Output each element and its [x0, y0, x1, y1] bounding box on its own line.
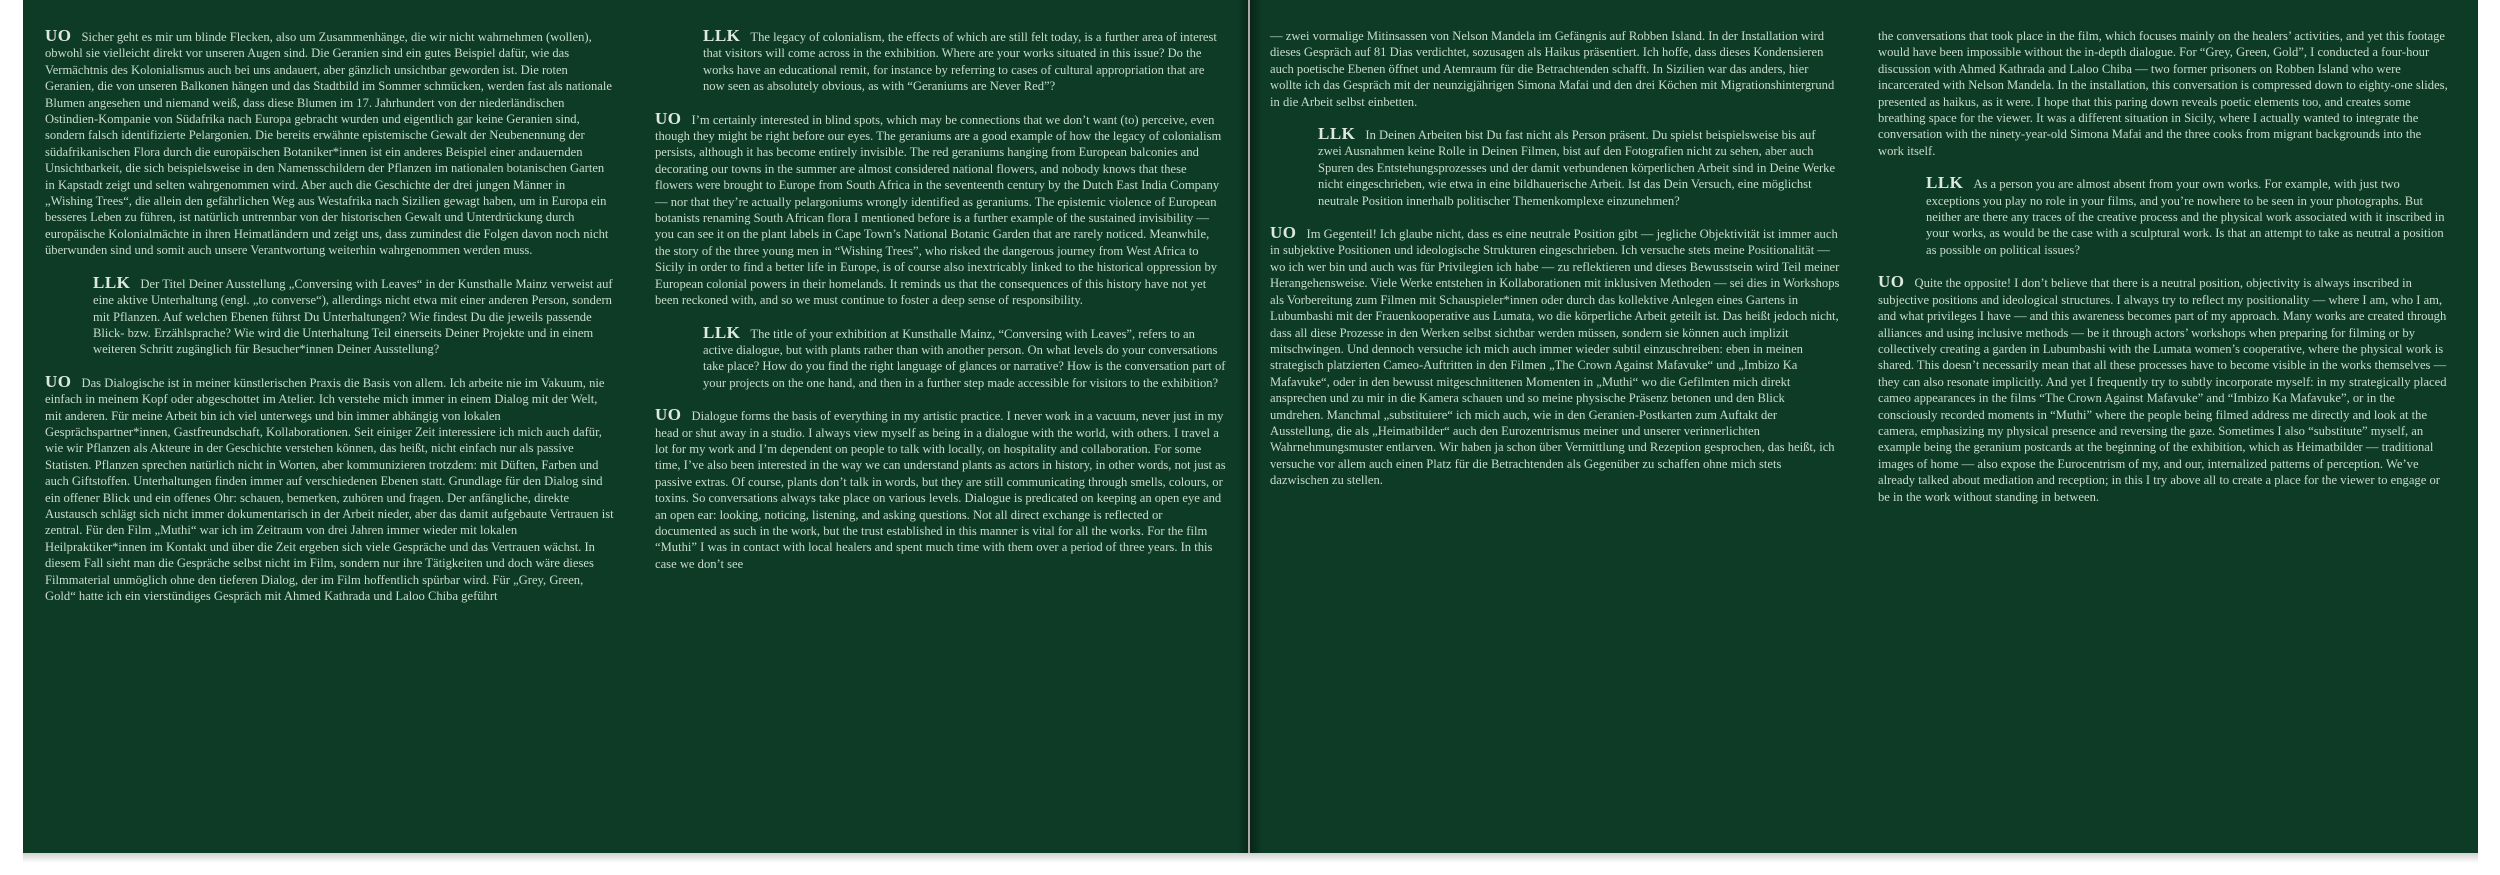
- paragraph-text: the conversations that took place in the film, which focuses mainly on the healers’ activities, and yet this footage would have been impossible without the in-depth dialogue. For “Grey, Green, Gold”, I conducted a four-hour discussion with Ahmed Kathrada and Laloo Chiba — two former prisoners on Robben Island who were incarcerated with Nelson Mandela. In the installation, this conversation is compressed down to eighty-one slides, presented as haikus, as it were. I hope that this paring down reveals poetic elements too, and creates some breathing space for the viewer. It was a different situation in Sicily, where I actually wanted to integrate the conversation with the ninety-year-old Simona Mafai and the three cooks from migrant backgrounds into the work itself.: [1878, 29, 2448, 158]
- paragraph-text: In Deinen Arbeiten bist Du fast nicht als Person präsent. Du spielst beispielsweise bis auf zwei Ausnahmen keine Rolle in Deinen Filmen, bist auf den Fotografien nicht zu sehen, aber auch Spuren des Entstehungsprozesses und der damit verbundenen körperlichen Arbeit sind in Deine Werke nicht eingeschrieben, wie etwa in eine bildhauerische Arbeit. Ist das Dein Versuch, eine möglichst neutrale Position innerhalb politischer Themenkomplexe einzunehmen?: [1318, 128, 1836, 208]
- paragraph-text: — zwei vormalige Mitinsassen von Nelson Mandela im Gefängnis auf Robben Island. In der Installation wird dieses Gespräch auf 81 Dias verdichtet, sozusagen als Haikus präsentiert. Ich hoffe, dass dieses Kondensieren auch poetische Ebenen öffnet und Atemraum für die Betrachtenden schafft. In Sizilien war das anders, hier wollte ich das Gespräch mit der neunzigjährigen Simona Mafai und den drei Köchen mit Migrationshintergrund in die Arbeit selbst einbetten.: [1270, 29, 1835, 109]
- interview-paragraph: [1926, 175, 2450, 258]
- interview-paragraph: [1878, 28, 2450, 159]
- right-column-1: [1270, 28, 1840, 505]
- speaker-initials: UO: [1270, 223, 1297, 243]
- paragraph-text: The legacy of colonialism, the effects of which are still felt today, is a further area of interest that visitors will come across in the exhibition. Where are your works situated in this issue? Do the works have an educational remit, for instance by referring to cases of cultural appropriation that are now seen as absolutely obvious, as with “Geraniums are Never Red”?: [703, 30, 1217, 94]
- paragraph-text: Der Titel Deiner Ausstellung „Conversing with Leaves“ in der Kunsthalle Mainz verweist auf eine aktive Unterhaltung (engl. „to converse“), allerdings nicht etwa mit einer anderen Person, sondern mit Pflanzen. Auf welchen Ebenen führst Du Unterhaltungen? Wie findest Du die jeweils passende Blick- bzw. Erzählsprache? Wie wird die Unterhaltung Teil einerseits Deiner Projekte und in einem weiteren Schritt zugänglich für Besucher*innen Deiner Ausstellung?: [93, 276, 613, 357]
- speaker-initials: LLK: [1318, 124, 1356, 144]
- speaker-initials: LLK: [93, 272, 131, 292]
- interview-paragraph: [1270, 28, 1840, 110]
- paragraph-text: As a person you are almost absent from your own works. For example, with just two exceptions you play no role in your films, and you’re nowhere to be seen in your photographs. But neither are there any traces of the creative process and the physical work associated with it inscribed in your works, as would be the case with a sculptural work. Is that an attempt to take as neutral a position as possible on political issues?: [1926, 177, 2445, 257]
- interview-paragraph: [1878, 274, 2450, 505]
- interview-paragraph: [703, 28, 1227, 95]
- paragraph-text: Im Gegenteil! Ich glaube nicht, dass es eine neutrale Position gibt — jegliche Objektivität ist immer auch in subjektive Positionen und ideologische Strukturen eingeschrieben. Ich versuche stets meine Positionalität — wo ich wer bin und auch was für Privilegien ich habe — zu reflektieren und dieses Bewusstsein wird Teil meiner Herangehensweise. Viele Werke entstehen in Kollaborationen mit inklusiven Methoden — sei dies in Workshops als Vorbereitung zum Filmen mit Schauspieler*innen oder durch das kollektive Anlegen eines Gartens in Lubumbashi mit der Frauenkooperative aus Lumata, wo die körperliche Arbeit geteilt ist. Das heißt jedoch nicht, dass all diese Prozesse in den Werken selbst sichtbar werden müssen, sondern sie können auch implizit mitschwingen. Und dennoch versuche ich mich auch immer wieder subtil einzuschreiben: eben in meinen strategisch platzierten Cameo-Auftritten in den Filmen „The Crown Against Mafavuke“ und „Imbizo Ka Mafavuke“, oder in den bewusst mitgeschnittenen Momenten in „Muthi“ wo die Gefilmten mich direkt ansprechen und zu mir in die Kamera schauen und so meine physische Präsenz betonen und den Blick umdrehen. Manchmal „substituiere“ ich mich auch, wie in den Geranien-Postkarten zum Auftakt der Ausstellung, die als „Heimatbilder“ auch den Eurozentrismus meiner und unserer verinnerlichten Wahrnehmungsmuster entlarven. Wir haben ja schon über Vermittlung und Rezeption gesprochen, das heißt, ich versuche vor allem auch einen Platz für die Betrachtenden als Gegenüber zu schaffen ohne mich stets dazwischen zu stellen.: [1270, 227, 1840, 488]
- left-column-1: [45, 28, 615, 620]
- paragraph-text: Sicher geht es mir um blinde Flecken, also um Zusammenhänge, die wir nicht wahrnehmen (wollen), obwohl sie vielleicht direkt vor unseren Augen sind. Die Geranien sind ein gutes Beispiel dafür, wie das Vermächtnis des Kolonialismus auch bei uns andauert, aber gänzlich unsichtbar geworden ist. Die roten Geranien, die von unseren Balkonen hängen und das Stadtbild im Sommer schmücken, werden fast als nationale Blumen angesehen und niemand weiß, dass diese Blumen im 17. Jahrhundert von der niederländischen Ostindien-Kompanie von Südafrika nach Europa gebracht wurden und eigentlich gar keine Geranien sind, sondern falsch identifizierte Pelargonien. Die bereits erwähnte epistemische Gewalt der Neubenennung der südafrikanischen Flora durch die europäischen Botaniker*innen ist ein anderes Beispiel einer andauernden Unsichtbarkeit, die sich beispielsweise in den Namensschildern der Pflanzen im nationalen botanischen Garten in Kapstadt zeigt und selten wahrgenommen wird. Aber auch die Geschichte der drei jungen Männer in „Wishing Trees“, die allein den gefährlichen Weg aus Westafrika nach Sizilien gewagt haben, um in Europa ein besseres Leben zu führen, ist natürlich untrennbar von der historischen Gewalt und Unterdrückung durch europäische Kolonialmächte in ihren Heimatländern und zeigt uns, dass zumindest die Folgen davon noch nicht überwunden sind und somit auch unsere Verantwortung weiterhin wahrgenommen werden muss.: [45, 30, 612, 258]
- paragraph-text: I’m certainly interested in blind spots, which may be connections that we don’t want (to) perceive, even though they might be right before our eyes. The geraniums are a good example of how the legacy of colonialism persists, although it has become entirely invisible. The red geraniums hanging from European balconies and decorating our towns in the summer are almost considered national flowers, and nobody knows that these flowers were brought to Europe from South Africa in the seventeenth century by the Dutch East India Company — nor that they’re actually pelargoniums wrongly identified as geraniums. The epistemic violence of European botanists renaming South African flora I mentioned before is a further example of the sustained invisibility — you can see it on the plant labels in Cape Town’s National Botanic Garden that are rarely noticed. Meanwhile, the story of the three young men in “Wishing Trees”, who risked the dangerous journey from West Africa to Sicily in order to find a better life in Europe, is of course also inextricably linked to the historical oppression by European colonial powers in their homelands. It reminds us that the consequences of this history have not yet been reckoned with, and so we must continue to foster a deep sense of responsibility.: [655, 112, 1222, 308]
- speaker-initials: LLK: [703, 322, 741, 342]
- right-page: [1250, 0, 2478, 853]
- right-column-2: [1878, 28, 2450, 521]
- left-column-2: [655, 28, 1227, 588]
- paragraph-text: The title of your exhibition at Kunsthalle Mainz, “Conversing with Leaves”, refers to an active dialogue, but with plants rather than with another person. On what levels do your conversations take place? How do you find the right language of glances or narrative? How is the conversation part of your projects on the one hand, and then in a further step made accessible for visitors to the exhibition?: [703, 326, 1226, 390]
- paragraph-text: Quite the opposite! I don’t believe that there is a neutral position, objectivity is always inscribed in subjective positions and ideological structures. I always try to reflect my positionality — where I am, who I am, and what privileges I have — and this awareness becomes part of my approach. Many works are created through alliances and using inclusive methods — be it through actors’ workshops when preparing for filming or by collectively creating a garden in Lubumbashi with the Lumata women’s cooperative, where the physical work is shared. This doesn’t necessarily mean that all these processes have to become visible in the works themselves — they can also resonate implicitly. And yet I frequently try to subtly incorporate myself: in my strategically placed cameo appearances in the films “The Crown Against Mafavuke” and “Imbizo Ka Mafavuke”, or in the consciously recorded moments in “Muthi” where the people being filmed address me directly and look at the camera, emphasizing my physical presence and reversing the gaze. Sometimes I also “substitute” myself, an example being the geranium postcards at the beginning of the exhibition, which as Heimatbilder — traditional images of home — also expose the Eurocentrism of my, and our, internalized patterns of perception. We’ve already talked about mediation and reception; in this I try above all to create a place for the viewer to engage or be in the work without standing in between.: [1878, 276, 2447, 504]
- speaker-initials: LLK: [703, 26, 741, 45]
- speaker-initials: UO: [45, 371, 72, 391]
- interview-paragraph: [703, 322, 1227, 392]
- speaker-initials: UO: [655, 108, 682, 128]
- speaker-initials: LLK: [1926, 173, 1964, 193]
- interview-paragraph: [655, 108, 1227, 309]
- speaker-initials: UO: [1878, 272, 1905, 292]
- interview-paragraph: [45, 28, 615, 259]
- interview-paragraph: [1270, 225, 1840, 489]
- interview-paragraph: [655, 407, 1227, 572]
- page-shadow: [23, 853, 2478, 863]
- interview-paragraph: [45, 371, 615, 605]
- interview-paragraph: [93, 272, 615, 358]
- left-page: [23, 0, 1248, 853]
- book-gutter: [1238, 0, 1262, 853]
- speaker-initials: UO: [655, 405, 682, 425]
- interview-paragraph: [1318, 126, 1840, 209]
- paragraph-text: Das Dialogische ist in meiner künstlerischen Praxis die Basis von allem. Ich arbeite nie im Vakuum, nie einfach in meinem Kopf oder abgeschottet im Atelier. Ich verstehe mich immer in einem Dialog mit der Welt, mit anderen. Für meine Arbeit bin ich viel unterwegs und bin immer abhängig von lokalen Gesprächspartner*innen, Gastfreundschaft, Kollaborationen. Seit einiger Zeit interessiere ich mich auch dafür, wie wir Pflanzen als Akteure in der Geschichte verstehen können, das heißt, nicht einfach nur als passive Statisten. Pflanzen sprechen natürlich nicht in Worten, aber kommunizieren trotzdem: mit Düften, Farben und auch Giftstoffen. Unterhaltungen finden immer auf verschiedenen Ebenen statt. Grundlage für den Dialog sind ein offener Blick und ein offenes Ohr: schauen, bemerken, zuhören und fragen. Der anfängliche, direkte Austausch schlägt sich nicht immer dokumentarisch in der Arbeit nieder, aber das damit aufgebaute Vertrauen ist zentral. Für den Film „Muthi“ war ich im Zeitraum von drei Jahren immer wieder mit lokalen Heilpraktiker*innen im Kontakt und über die Zeit ergeben sich viele Gespräche und das Vertrauen wächst. In diesem Fall sieht man die Gespräche selbst nicht im Film, sondern nur ihre Tätigkeiten und doch wäre dieses Filmmaterial unmöglich ohne den tieferen Dialog, der im Film hoffentlich spürbar wird. Für „Grey, Green, Gold“ hatte ich ein vierstündiges Gespräch mit Ahmed Kathrada und Laloo Chiba geführt: [45, 375, 614, 603]
- speaker-initials: UO: [45, 26, 72, 45]
- paragraph-text: Dialogue forms the basis of everything in my artistic practice. I never work in a vacuum, never just in my head or shut away in a studio. I always view myself as being in a dialogue with the world, with others. I travel a lot for my work and I’m dependent on people to talk with locally, on hospitality and collaboration. For some time, I’ve also been interested in the way we can understand plants as actors in history, in other words, not just as passive extras. Of course, plants don’t talk in words, but they are still communicating through smells, colours, or toxins. So conversations always take place on various levels. Dialogue is predicated on keeping an open eye and an open ear: looking, noticing, listening, and asking questions. Not all direct exchange is reflected or documented as such in the work, but the trust established in this manner is vital for all the works. For the film “Muthi” I was in contact with local healers and spent much time with them over a period of three years. In this case we don’t see: [655, 409, 1226, 571]
